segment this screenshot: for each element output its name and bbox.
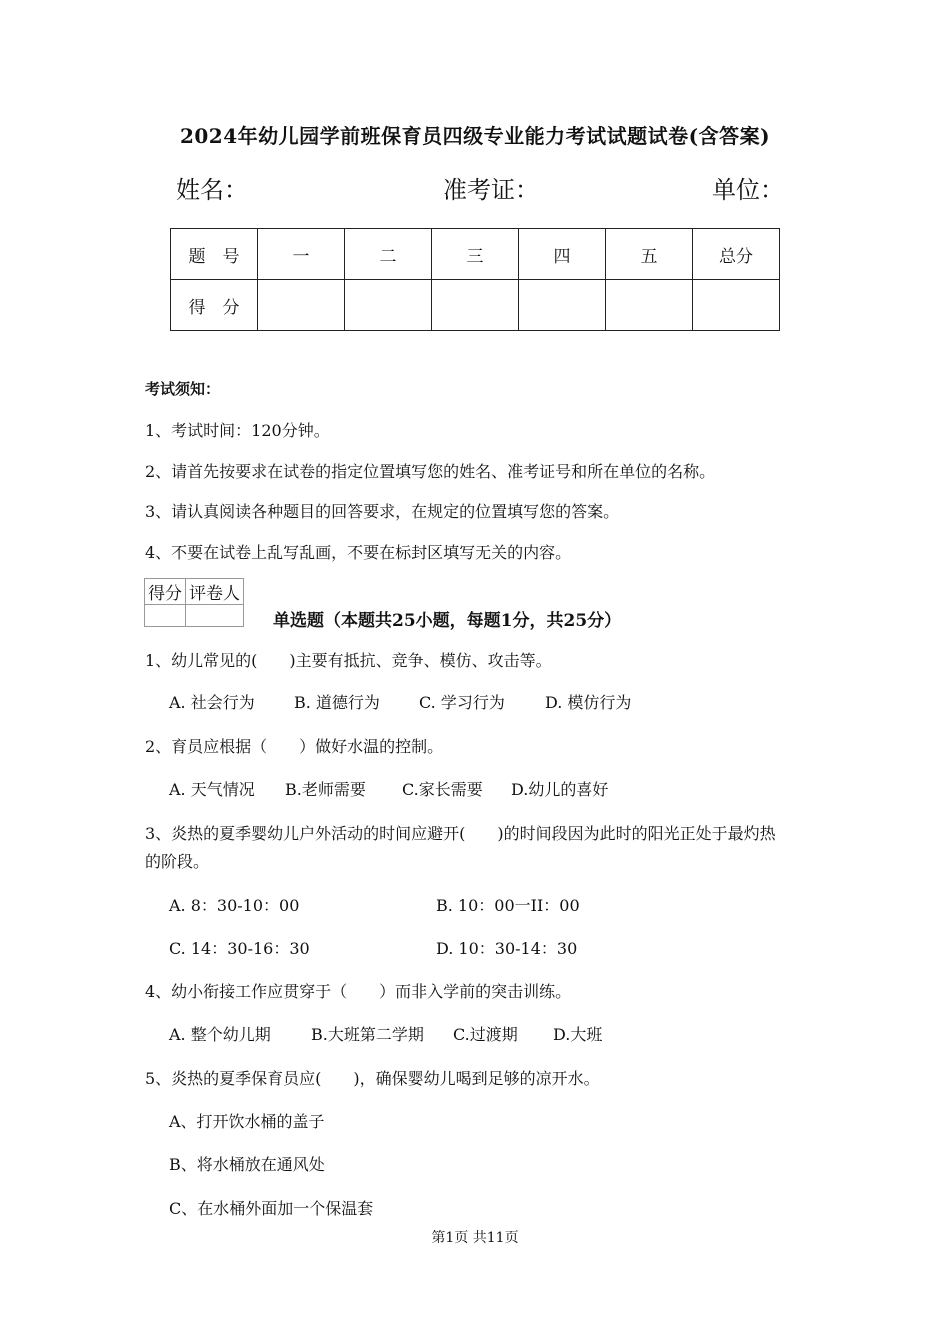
question-4-stem: 4、幼小衔接工作应贯穿于（ ）而非入学前的突击训练。 — [145, 982, 572, 1001]
grader-box-grader-cell — [186, 605, 244, 627]
unit-field-label: 单位： — [712, 176, 784, 204]
page-title: 2024年幼儿园学前班保育员四级专业能力考试试题试卷(含答案) — [179, 124, 771, 148]
score-table — [170, 228, 780, 331]
question-3-option-a: A. 8：30-10：00 — [169, 896, 300, 915]
score-cell-2 — [345, 280, 432, 331]
score-table-header-5: 五 — [606, 229, 693, 280]
question-4-option-d: D.大班 — [553, 1025, 603, 1044]
question-4-option-c: C.过渡期 — [453, 1025, 518, 1044]
score-table-header-label: 题 号 — [171, 229, 258, 280]
question-4-option-b: B.大班第二学期 — [311, 1025, 424, 1044]
score-table-row-label: 得 分 — [171, 280, 258, 331]
question-2-option-c: C.家长需要 — [402, 780, 483, 799]
score-table-header-1: 一 — [258, 229, 345, 280]
score-table-header-3: 三 — [432, 229, 519, 280]
question-2-option-b: B.老师需要 — [285, 780, 366, 799]
question-1-option-b: B. 道德行为 — [294, 693, 380, 712]
score-cell-1 — [258, 280, 345, 331]
name-field-label: 姓名： — [176, 176, 248, 204]
question-5-stem: 5、炎热的夏季保育员应( )，确保婴幼儿喝到足够的凉开水。 — [145, 1069, 600, 1088]
question-3-stem-line-1: 3、炎热的夏季婴幼儿户外活动的时间应避开( )的时间段因为此时的阳光正处于最灼热 — [145, 824, 776, 843]
grader-box-score-label: 得分 — [145, 579, 186, 605]
score-cell-total — [693, 280, 780, 331]
question-3-option-d: D. 10：30-14：30 — [436, 939, 578, 958]
question-5-option-b: B、将水桶放在通风处 — [169, 1155, 325, 1174]
grader-box — [144, 578, 244, 627]
question-5-option-c: C、在水桶外面加一个保温套 — [169, 1199, 374, 1218]
question-3-stem-line-2: 的阶段。 — [145, 852, 210, 871]
score-table-header-2: 二 — [345, 229, 432, 280]
notice-item-1: 1、考试时间：120分钟。 — [145, 421, 330, 440]
score-table-score-row — [171, 280, 780, 331]
notice-item-4: 4、不要在试卷上乱写乱画，不要在标封区填写无关的内容。 — [145, 543, 572, 562]
question-3-option-c: C. 14：30-16：30 — [169, 939, 310, 958]
score-table-header-total: 总分 — [693, 229, 780, 280]
question-1-option-d: D. 模仿行为 — [545, 693, 632, 712]
question-4-option-a: A. 整个幼儿期 — [169, 1025, 271, 1044]
question-3-option-b: B. 10：00一II：00 — [436, 896, 580, 915]
question-1-option-c: C. 学习行为 — [419, 693, 505, 712]
grader-box-grader-label: 评卷人 — [186, 579, 244, 605]
question-2-option-d: D.幼儿的喜好 — [511, 780, 609, 799]
score-cell-3 — [432, 280, 519, 331]
question-1-option-a: A. 社会行为 — [169, 693, 255, 712]
score-cell-4 — [519, 280, 606, 331]
score-table-header-4: 四 — [519, 229, 606, 280]
score-cell-5 — [606, 280, 693, 331]
question-2-option-a: A. 天气情况 — [169, 780, 255, 799]
question-5-option-a: A、打开饮水桶的盖子 — [169, 1112, 325, 1131]
score-table-header-row — [171, 229, 780, 280]
exam-id-field-label: 准考证： — [443, 176, 539, 204]
section-heading: 单选题（本题共25小题，每题1分，共25分） — [273, 611, 622, 631]
page-footer: 第1页 共11页 — [431, 1230, 519, 1246]
notice-item-2: 2、请首先按要求在试卷的指定位置填写您的姓名、准考证号和所在单位的名称。 — [145, 462, 716, 481]
notice-heading: 考试须知： — [145, 380, 221, 398]
notice-item-3: 3、请认真阅读各种题目的回答要求，在规定的位置填写您的答案。 — [145, 502, 620, 521]
question-2-stem: 2、育员应根据（ ）做好水温的控制。 — [145, 737, 444, 756]
grader-box-score-cell — [145, 605, 186, 627]
question-1-stem: 1、幼儿常见的( )主要有抵抗、竞争、模仿、攻击等。 — [145, 651, 552, 670]
